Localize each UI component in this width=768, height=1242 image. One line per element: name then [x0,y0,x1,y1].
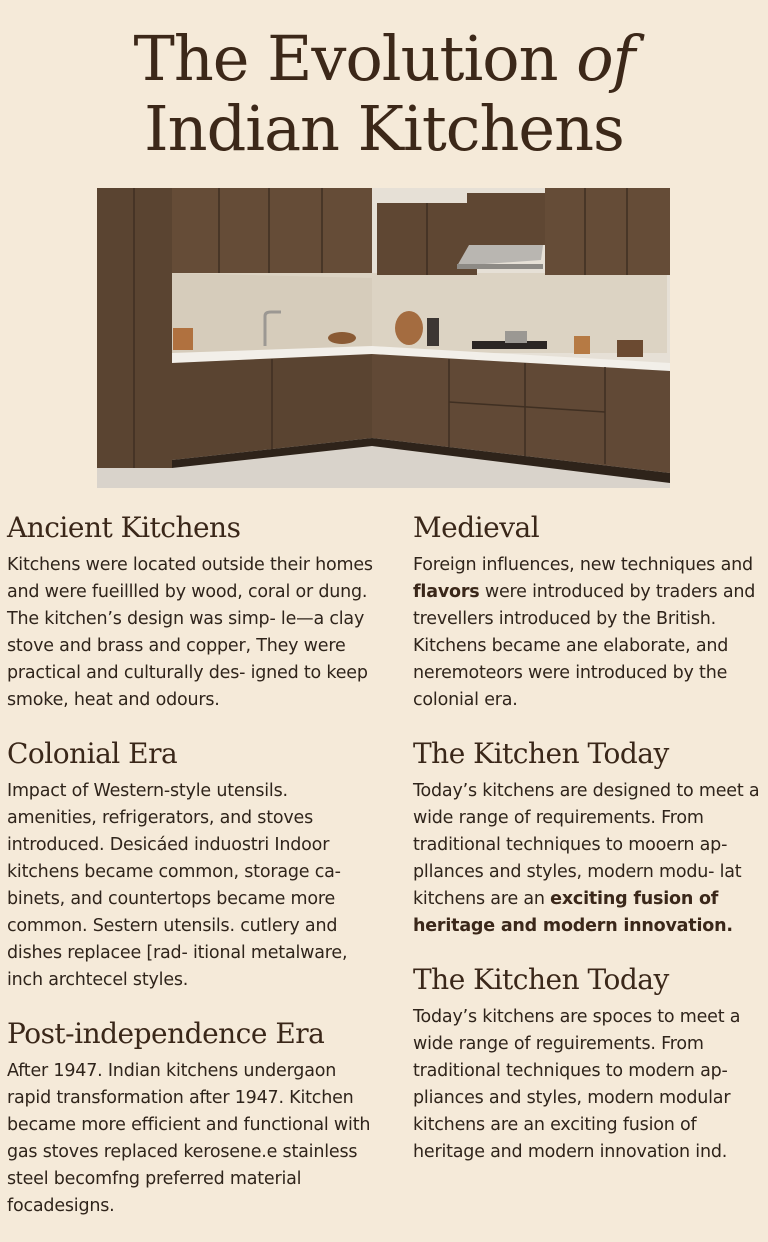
body-bold-text: exciting fusion of heritage and modern innovation. [413,889,733,936]
section-heading: The Kitchen Today [413,737,669,770]
section-post-independence [7,1016,379,1220]
section-heading: Medieval [413,511,540,544]
page-title [0,24,768,164]
section-heading: The Kitchen Today [413,963,669,996]
section-heading: Post-independence Era [7,1017,325,1050]
right-column [413,510,765,1188]
body-bold-text: flavors [413,582,480,602]
title-line-1-italic: of [576,22,635,95]
section-body: Today’s kitchens are spoces to meet a wide range of reguirements. From traditional techniques to modern ap- pliances and styles, modern modular kitchens are an exciting fusion of heritage and modern innovation ind. [413,1007,741,1162]
section-today-2 [413,962,765,1166]
body-text: Today’s kitchens are designed to meet a wide range of requirements. From traditional techniques to mooern ap- pllances and styles, modern modu- lat kitchens are an [413,781,760,909]
section-body: Impact of Western-style utensils. amenities, refrigerators, and stoves introduced. Desicáed induostri Indoor kitchens became common, storage ca- binets, and countertops became more common. Sestern utensils. cutlery and dishes replacee [rad- itional metalware, inch archtecel styles. [7,781,348,990]
section-heading: Ancient Kitchens [7,511,241,544]
section-colonial [7,736,379,994]
section-ancient [7,510,379,714]
left-column [7,510,379,1242]
kitchen-illustration-icon [97,188,670,488]
title-line-2: Indian Kitchens [144,92,624,165]
section-body [413,778,765,940]
body-text: were introduced by traders and trevellers introduced by the British. Kitchens became ane elaborate, and neremoteors were introduced by the colonial era. [413,582,756,710]
section-body [413,552,765,714]
section-body: After 1947. Indian kitchens undergaon rapid transformation after 1947. Kitchen became more efficient and functional with gas stoves replaced kerosene.e stainless steel becomfng preferred material focadesigns. [7,1061,371,1216]
title-line-1 [0,24,768,94]
body-text: Foreign influences, new techniques and [413,555,753,575]
section-medieval [413,510,765,714]
section-today-1 [413,736,765,940]
section-heading: Colonial Era [7,737,178,770]
section-body: Kitchens were located outside their homes and were fueillled by wood, coral or dung. The kitchen’s design was simp- le—a clay stove and brass and copper, They were practical and culturally des- igned to keep smoke, heat and odours. [7,555,373,710]
title-line-1-text: The Evolution [133,22,577,95]
